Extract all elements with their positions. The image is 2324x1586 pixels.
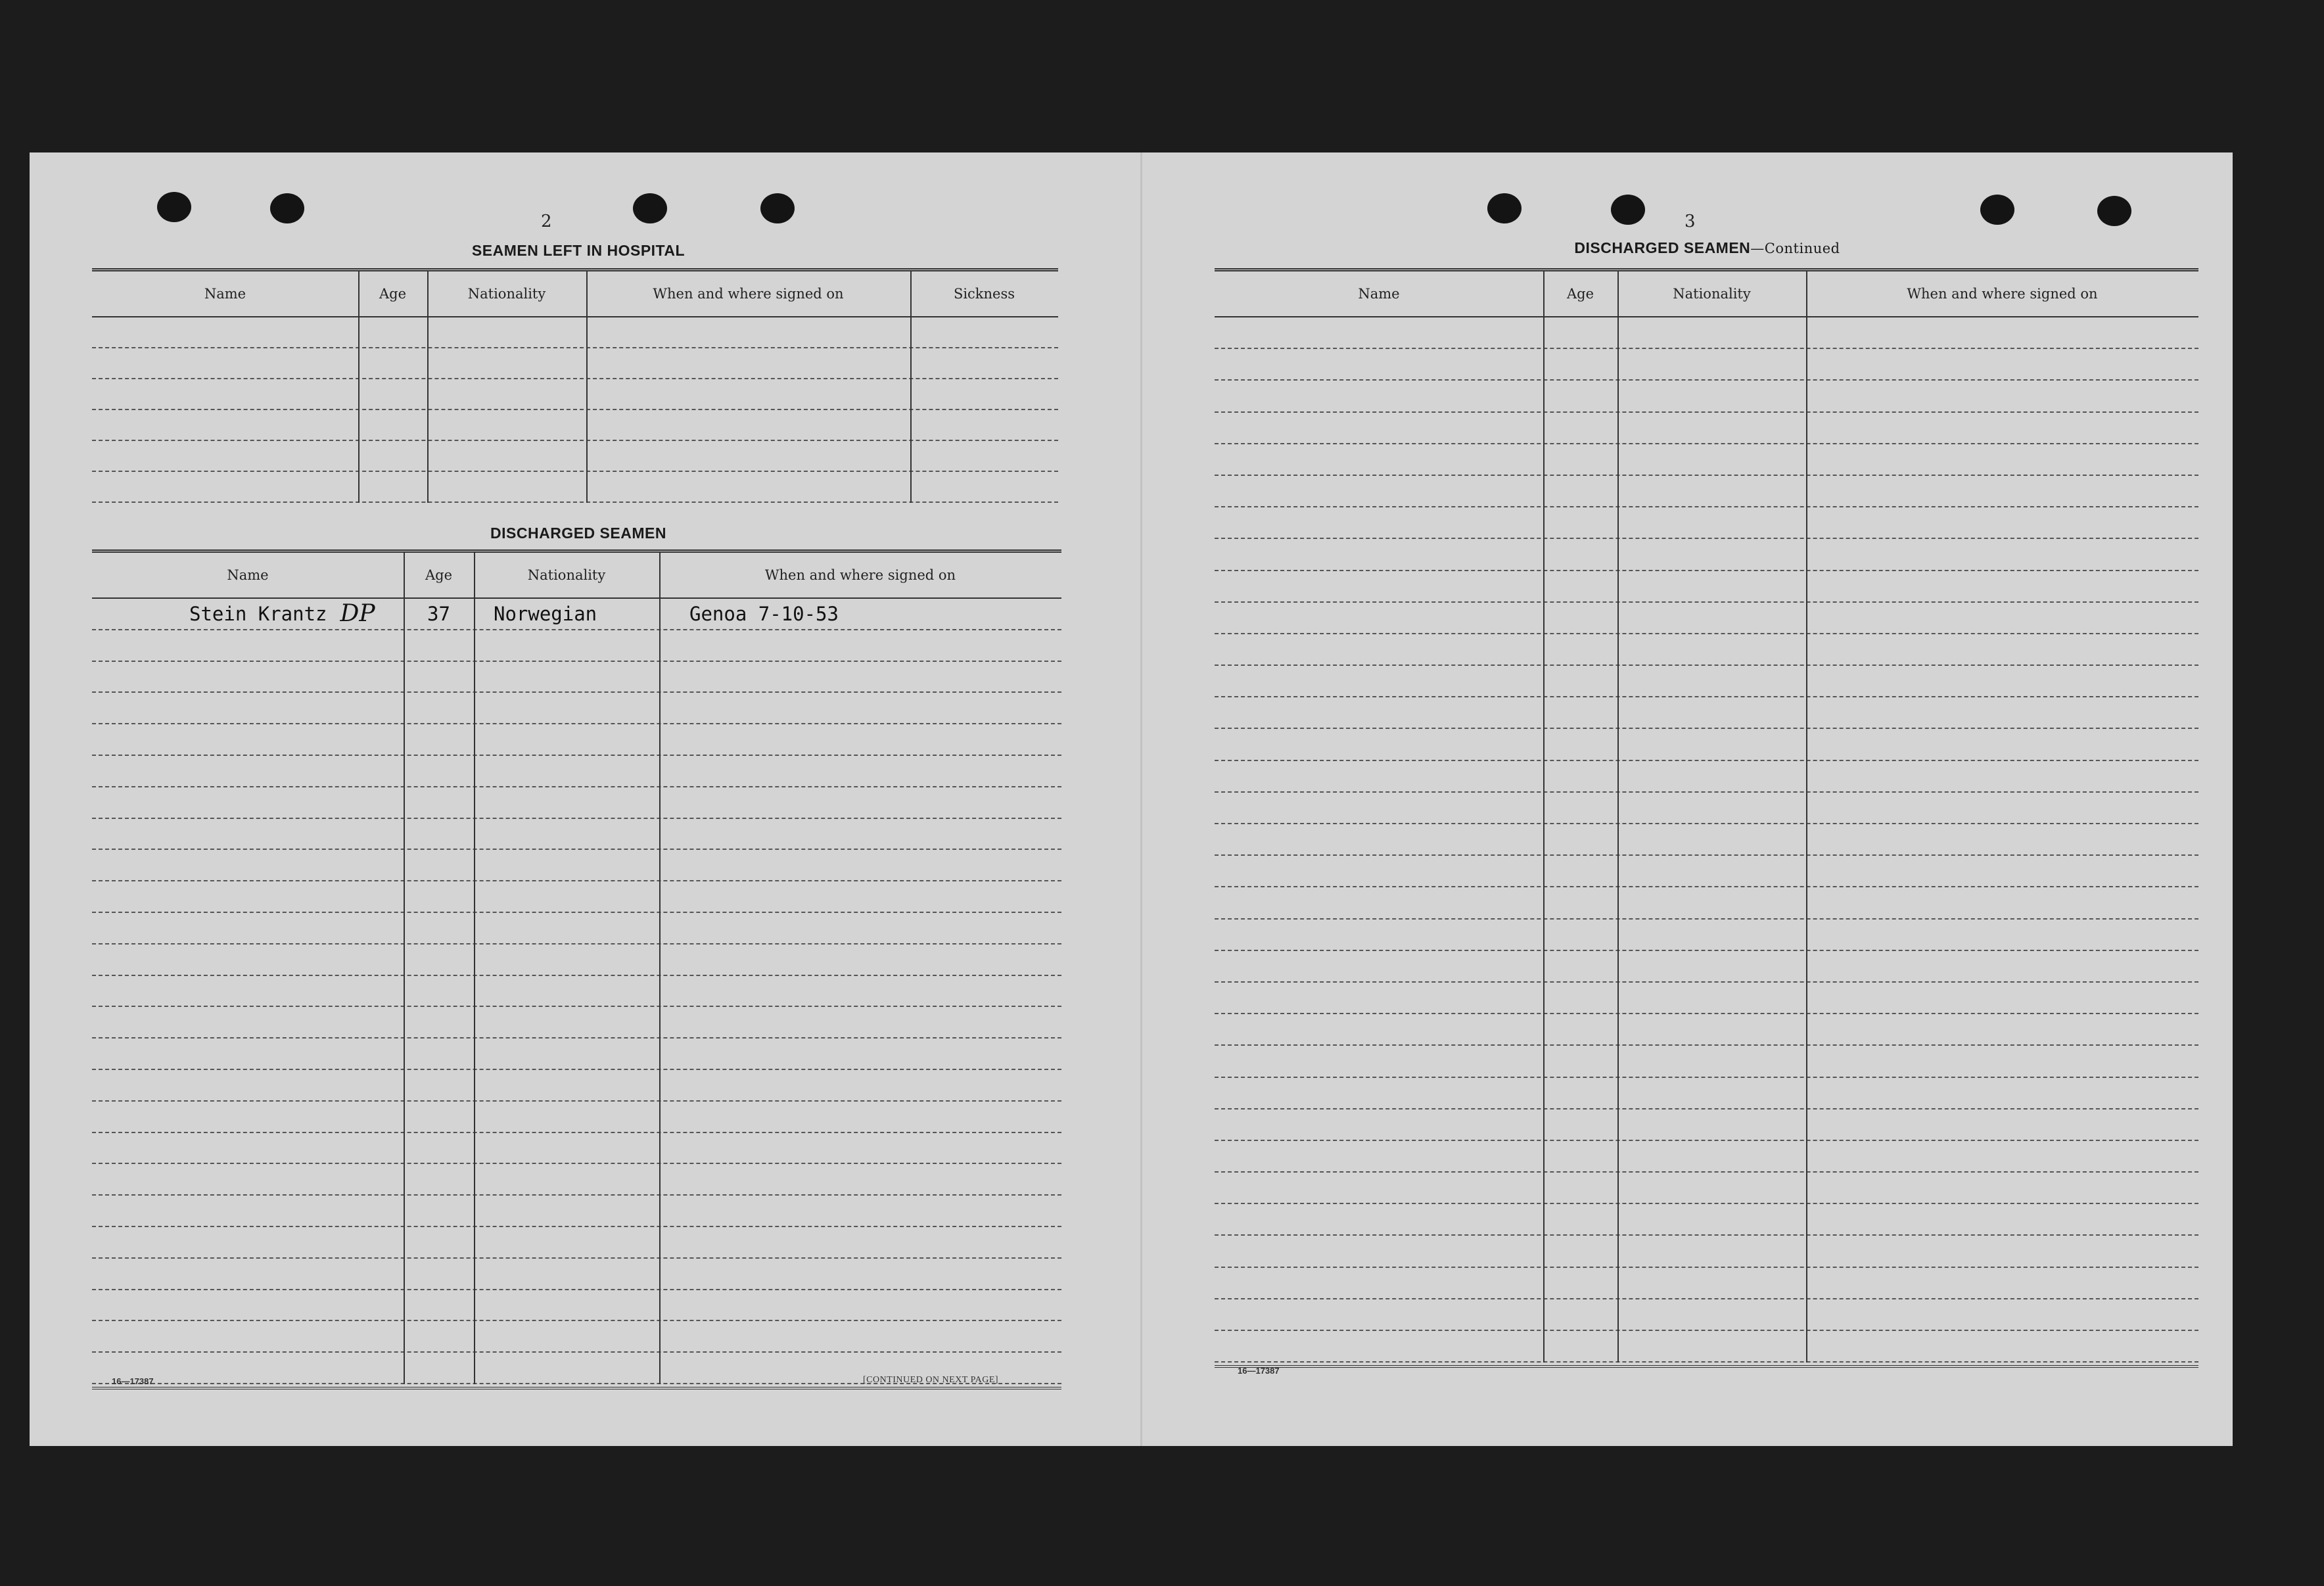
table-row [1215,983,2198,1014]
table-row [1215,413,2198,444]
signed-on-cell-text: Genoa 7-10-53 [689,602,839,625]
table-row [1215,920,2198,951]
table-row [1215,1268,2198,1299]
table-row [92,348,1058,379]
form-number: 16—17387 [112,1376,154,1386]
table-body [92,317,1058,503]
column-header: Sickness [953,286,1015,302]
section-title-suffix: —Continued [1750,241,1840,256]
punch-hole [270,193,304,223]
table-row [92,819,1061,851]
section-title-text: DISCHARGED SEAMEN [1574,239,1751,256]
column-header: Nationality [1673,286,1751,302]
table-row [92,410,1058,441]
table-row [1215,761,2198,793]
table-row [92,1133,1061,1165]
table-row [1215,1204,2198,1236]
table-row [1215,539,2198,571]
discharged-table [92,549,1061,1384]
table-row [92,317,1058,348]
nationality-cell-text: Norwegian [494,602,597,625]
table-row [92,441,1058,472]
table-row [92,787,1061,819]
table-row [92,1290,1061,1322]
table-row [92,756,1061,787]
section-title-discharged-continued [1216,239,2198,257]
table-row [92,1227,1061,1259]
table-row [92,881,1061,913]
table-row [1215,1078,2198,1109]
table-row [92,1070,1061,1102]
section-title-discharged: DISCHARGED SEAMEN [490,525,666,542]
table-row [1215,1331,2198,1363]
page-number: 3 [1685,212,1696,231]
table-row [1215,1014,2198,1046]
punch-hole [157,192,191,222]
continued-note: [CONTINUED ON NEXT PAGE] [863,1375,999,1385]
column-header: Nationality [527,567,606,583]
table-row [1215,381,2198,412]
table-row [92,693,1061,724]
table-row [1215,1299,2198,1331]
table-body [92,599,1061,1384]
name-cell-text: Stein Krantz [189,602,327,625]
age-cell [404,599,474,629]
punch-hole [633,193,667,223]
signed-on-cell [659,599,1092,629]
table-row [1215,571,2198,603]
table-header [92,553,1061,599]
table-row [92,1102,1061,1133]
punch-hole [1980,195,2014,225]
table-row [92,913,1061,945]
column-header: Age [379,286,407,302]
table-row [1215,634,2198,666]
page-number: 2 [541,212,552,231]
age-cell-text: 37 [427,602,450,625]
form-number: 16—17387 [1238,1366,1280,1376]
column-header: Name [204,286,246,302]
table-row [1215,1046,2198,1077]
column-header: Name [1358,286,1400,302]
punch-hole [760,193,795,223]
table-row [92,630,1061,662]
document-sheet [30,152,2233,1446]
table-row [92,976,1061,1008]
table-body [1215,317,2198,1363]
section-title-hospital: SEAMEN LEFT IN HOSPITAL [471,242,686,259]
table-row [1215,824,2198,856]
table-row [1215,1141,2198,1173]
column-header: When and where signed on [764,567,956,583]
punch-hole [2097,196,2131,226]
table-row [1215,349,2198,381]
table-row [92,599,1061,630]
table-row [1215,603,2198,634]
discharged-continued-table [1215,268,2198,1363]
column-header: Nationality [467,286,546,302]
table-row [1215,793,2198,824]
table-row [92,850,1061,881]
table-row [92,1164,1061,1196]
column-header: Age [425,567,453,583]
punch-hole [1487,193,1522,223]
table-row [92,662,1061,693]
table-row [1215,697,2198,729]
column-header: When and where signed on [653,286,844,302]
table-row [92,1259,1061,1290]
table-row [1215,951,2198,983]
table-row [1215,887,2198,919]
table-row [92,379,1058,410]
table-header [92,271,1058,317]
table-row [1215,729,2198,760]
table-row [92,1321,1061,1353]
table-row [1215,317,2198,349]
table-row [1215,444,2198,476]
table-row [1215,856,2198,887]
hospital-table [92,268,1058,503]
table-row [92,1196,1061,1227]
column-header: When and where signed on [1907,286,2098,302]
column-header: Age [1566,286,1594,302]
table-row [1215,507,2198,539]
table-row [92,472,1058,503]
table-row [92,1007,1061,1038]
table-row [92,1038,1061,1070]
column-header: Name [227,567,269,583]
table-row [92,724,1061,756]
nationality-cell [474,599,679,629]
table-row [1215,1173,2198,1204]
punch-hole [1611,195,1645,225]
page-fold [1140,152,1142,1446]
table-row [1215,666,2198,697]
table-row [1215,1109,2198,1141]
table-header [1215,271,2198,317]
table-row [1215,476,2198,507]
table-row [92,945,1061,976]
table-row [1215,1236,2198,1267]
handwritten-initials: DP [340,600,375,628]
